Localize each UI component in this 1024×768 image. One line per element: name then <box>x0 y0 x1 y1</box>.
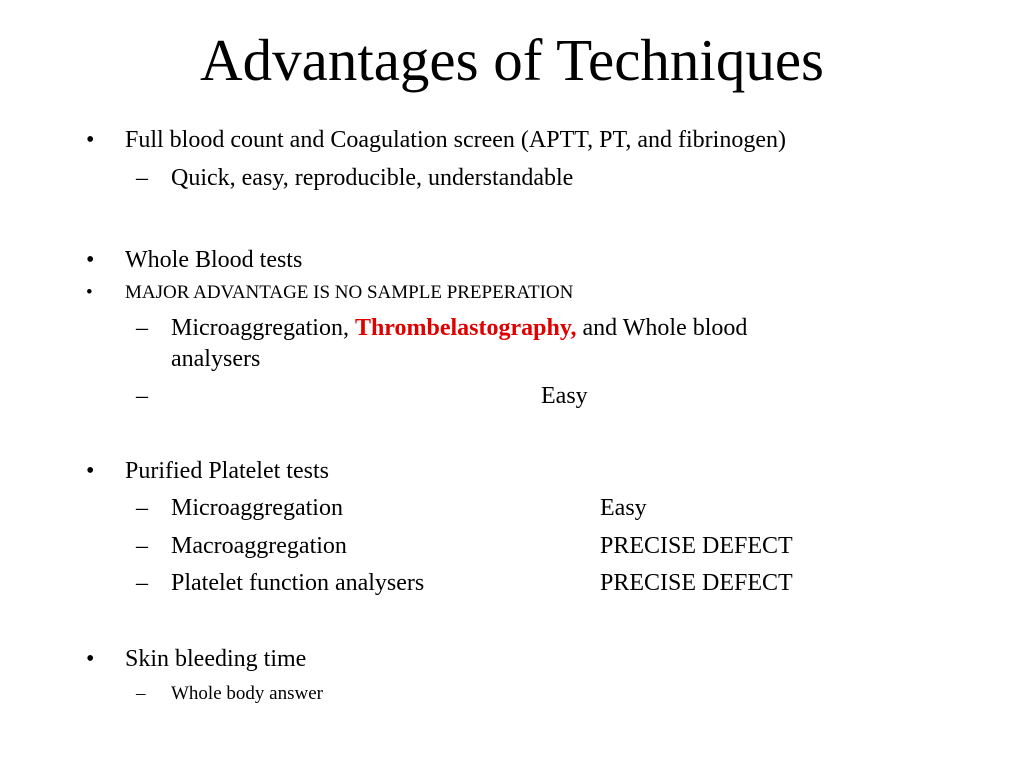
row-label: Macroaggregation <box>171 533 347 559</box>
dash-marker: – <box>136 533 148 559</box>
sub-item-suffix: and Whole blood <box>576 315 748 341</box>
sub-item-text-continued: analysers <box>171 346 261 372</box>
bullet-marker: • <box>86 646 95 672</box>
row-label: Microaggregation <box>171 495 343 521</box>
row-label: Platelet function analysers <box>171 570 425 596</box>
sub-item-text: Whole body answer <box>171 683 323 704</box>
slide-title: Advantages of Techniques <box>200 27 824 93</box>
dash-marker: – <box>136 315 148 341</box>
item-text: MAJOR ADVANTAGE IS NO SAMPLE PREPERATION <box>125 282 574 303</box>
row-value: PRECISE DEFECT <box>600 570 793 596</box>
dash-marker: – <box>136 683 146 704</box>
item-text: Full blood count and Coagulation screen (APTT, PT, and fibrinogen) <box>125 127 786 153</box>
bullet-marker: • <box>86 282 93 303</box>
sub-item-text: Quick, easy, reproducible, understandable <box>171 165 574 191</box>
dash-marker: – <box>136 495 148 521</box>
row-value: Easy <box>600 495 647 521</box>
row-value: PRECISE DEFECT <box>600 533 793 559</box>
bullet-marker: • <box>86 458 95 484</box>
highlighted-term: Thrombelastography, <box>354 315 577 341</box>
dash-marker: – <box>136 165 148 191</box>
sub-item-text <box>171 313 747 343</box>
bullet-marker: • <box>86 247 95 273</box>
item-text: Skin bleeding time <box>125 646 307 672</box>
item-text: Whole Blood tests <box>125 247 303 273</box>
dash-marker: – <box>136 570 148 596</box>
dash-marker: – <box>136 383 148 409</box>
sub-item-prefix: Microaggregation, <box>171 315 355 341</box>
item-text: Purified Platelet tests <box>125 458 329 484</box>
sub-item-value: Easy <box>541 383 588 409</box>
bullet-marker: • <box>86 127 95 153</box>
